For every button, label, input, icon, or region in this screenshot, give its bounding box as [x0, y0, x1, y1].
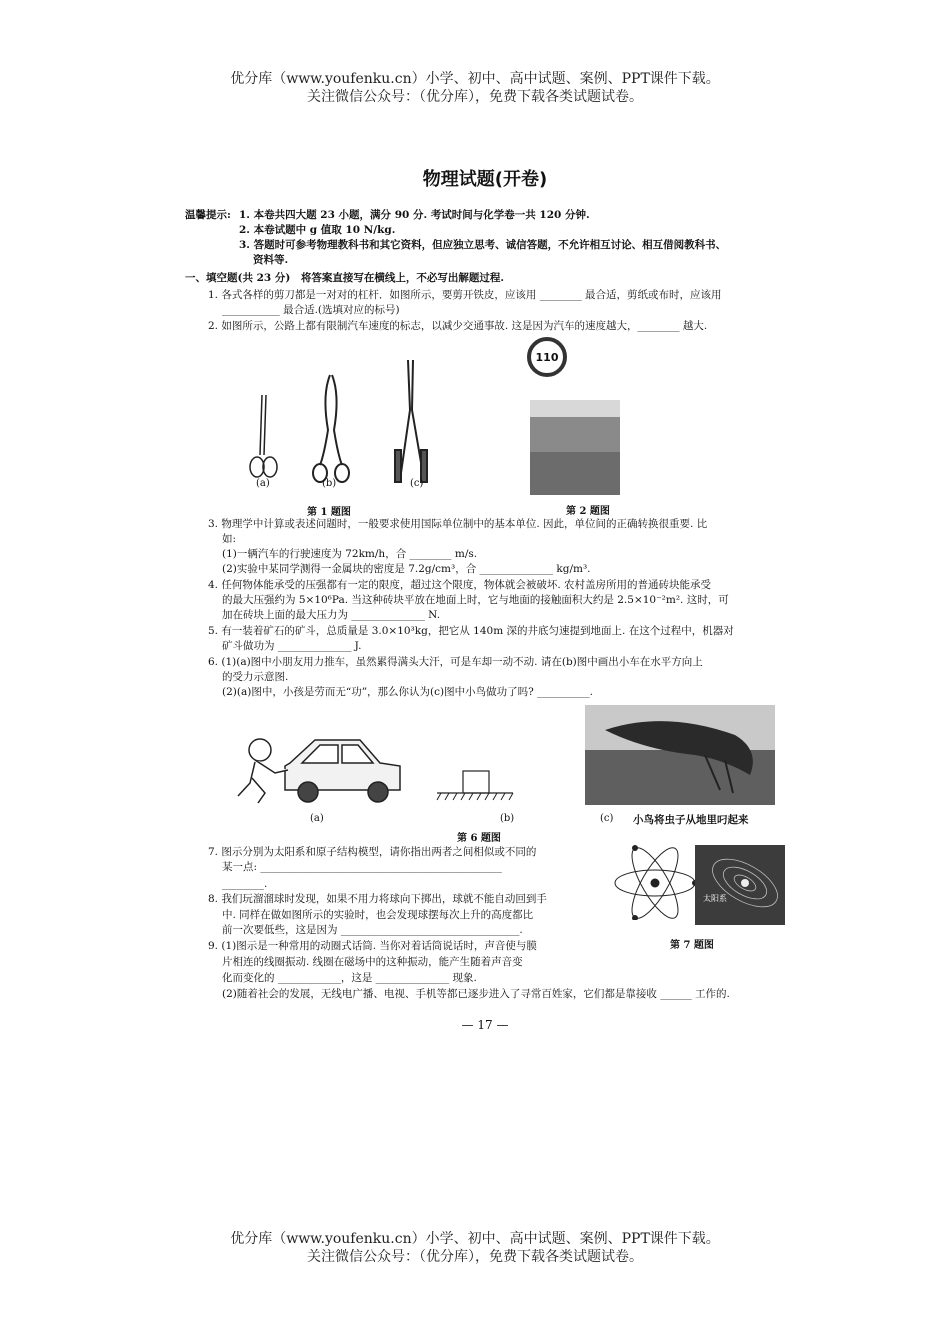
question-4-cont-2: 加在砖块上面的最大压力为 ______________ N. — [222, 609, 441, 621]
speed-limit-sign-icon — [527, 337, 567, 377]
fig6-label-a: (a) — [310, 813, 324, 824]
fig6-caption: 第 6 题图 — [457, 833, 501, 844]
question-6-part-1-cont: 的受力示意图. — [222, 671, 289, 683]
fig6-label-b: (b) — [500, 813, 515, 824]
solar-system-label: 太阳系 — [703, 894, 727, 903]
box-on-ground-figure — [435, 768, 515, 803]
box-icon — [463, 771, 489, 793]
footer-line-2: 关注微信公众号：（优分库），免费下载各类试题试卷。 — [307, 1249, 643, 1265]
fig1-label-b: (b) — [322, 478, 337, 489]
question-7: 7. 图示分别为太阳系和原子结构模型，请你指出两者之间相似或不同的 — [208, 846, 537, 858]
car-icon — [285, 740, 400, 802]
question-6-part-1: 6. (1)(a)图中小朋友用力推车，虽然累得满头大汗，可是车却一动不动. 请在(b)图中画出小车在水平方向上 — [208, 656, 703, 668]
exam-sheet — [170, 140, 800, 1040]
question-2: 2. 如图所示，公路上都有限制汽车速度的标志，以减少交通事故. 这是因为汽车的速度越大，________ 越大. — [208, 320, 708, 332]
question-9-part-1-cont-2: 化而变化的 ____________，这是 ______________ 现象. — [222, 972, 477, 984]
tip-2: 2. 本卷试题中 g 值取 10 N/kg. — [239, 224, 396, 236]
question-1-cont: ___________ 最合适.(选填对应的标号) — [222, 304, 400, 316]
tip-3: 3. 答题时可参考物理教科书和其它资料，但应独立思考、诚信答题，不允许相互讨论、相互借阅教科书、 — [239, 239, 727, 251]
header-line-2: 关注微信公众号：（优分库），免费下载各类试题试卷。 — [307, 89, 643, 105]
bird-icon — [585, 705, 775, 805]
atom-model-figure — [610, 845, 700, 920]
question-5: 5. 有一装着矿石的矿斗，总质量是 3.0×10³kg，把它从 140m 深的井底匀速提到地面上. 在这个过程中，机器对 — [208, 625, 734, 637]
fig7-caption: 第 7 题图 — [670, 940, 714, 951]
bird-photo — [585, 705, 775, 805]
question-3-part-2: (2)实验中某同学测得一金属块的密度是 7.2g/cm³，合 ______________ kg/m³. — [222, 563, 591, 575]
question-3-cont: 如: — [222, 533, 237, 545]
speed-limit-value: 110 — [535, 350, 559, 364]
question-3-part-1: (1)一辆汽车的行驶速度为 72km/h，合 ________ m/s. — [222, 548, 478, 560]
question-4-cont-1: 的最大压强约为 5×10⁶Pa. 当这种砖块平放在地面上时，它与地面的接触面积大约是 2.5×10⁻²m². 这时，可 — [222, 594, 729, 606]
scissors-figure — [240, 355, 460, 505]
atom-icon — [615, 845, 698, 920]
question-9-part-1: 9. (1)图示是一种常用的动圈式话筒. 当你对着话筒说话时，声音使与膜 — [208, 940, 537, 952]
question-7-cont-1: 某一点: ______________________________________________ — [222, 861, 502, 873]
tips-label: 温馨提示: — [185, 209, 231, 221]
child-pushing-car-figure — [230, 718, 410, 808]
question-9-part-1-cont-1: 片相连的线圈振动. 线圈在磁场中的这种振动，能产生随着声音变 — [222, 956, 523, 968]
fig1-label-a: (a) — [256, 478, 270, 489]
question-9-part-2: (2)随着社会的发展，无线电广播、电视、手机等都已逐步进入了寻常百姓家，它们都是靠接收 ______ 工作的. — [222, 988, 730, 1000]
question-4: 4. 任何物体能承受的压强都有一定的限度，超过这个限度，物体就会被破坏. 农村盖房所用的普通砖块能承受 — [208, 579, 712, 591]
scissors-b-icon — [313, 375, 349, 482]
page-number: — 17 — — [461, 1018, 509, 1032]
fig1-caption: 第 1 题图 — [307, 507, 351, 518]
section-heading: 一、填空题(共 23 分) 将答案直接写在横线上，不必写出解题过程. — [185, 272, 505, 284]
question-3: 3. 物理学中计算或表述问题时，一般要求使用国际单位制中的基本单位. 因此，单位间的正确转换很重要. 比 — [208, 518, 708, 530]
solar-system-icon — [695, 845, 785, 925]
footer-banner — [0, 1230, 950, 1266]
tip-3-cont: 资料等. — [253, 254, 289, 266]
header-line-1: 优分库（www.youfenku.cn）小学、初中、高中试题、案例、PPT课件下载。 — [230, 71, 720, 87]
exam-title: 物理试题(开卷) — [422, 169, 548, 190]
fig1-label-c: (c) — [410, 478, 424, 489]
scissors-c-icon — [395, 360, 427, 482]
child-icon — [238, 739, 288, 803]
scissors-a-icon — [250, 395, 277, 477]
header-banner — [0, 70, 950, 106]
fig6-c-caption: 小鸟将虫子从地里叼起来 — [633, 814, 749, 826]
solar-system-photo — [695, 845, 785, 925]
question-7-cont-2: ________. — [222, 878, 268, 890]
question-5-cont: 矿斗做功为 ______________ J. — [222, 640, 362, 652]
question-8-cont-2: 前一次要低些，这是因为 __________________________________. — [222, 924, 523, 936]
tip-1: 1. 本卷共四大题 23 小题，满分 90 分. 考试时间与化学卷一共 120 分钟. — [239, 209, 590, 221]
fig6-label-c: (c) — [600, 813, 614, 824]
question-8-cont-1: 中. 同样在做如图所示的实验时，也会发现球摆每次上升的高度都比 — [222, 909, 534, 921]
highway-photo — [530, 400, 620, 495]
fig2-caption: 第 2 题图 — [566, 506, 610, 517]
footer-line-1: 优分库（www.youfenku.cn）小学、初中、高中试题、案例、PPT课件下载。 — [230, 1231, 720, 1247]
question-8: 8. 我们玩溜溜球时发现，如果不用力将球向下掷出，球就不能自动回到手 — [208, 893, 547, 905]
question-6-part-2: (2)(a)图中，小孩是劳而无“功”，那么你认为(c)图中小鸟做功了吗? __________. — [222, 686, 593, 698]
question-1: 1. 各式各样的剪刀都是一对对的杠杆．如图所示，要剪开铁皮，应该用 ________ 最合适，剪纸或布时，应该用 — [208, 289, 722, 301]
